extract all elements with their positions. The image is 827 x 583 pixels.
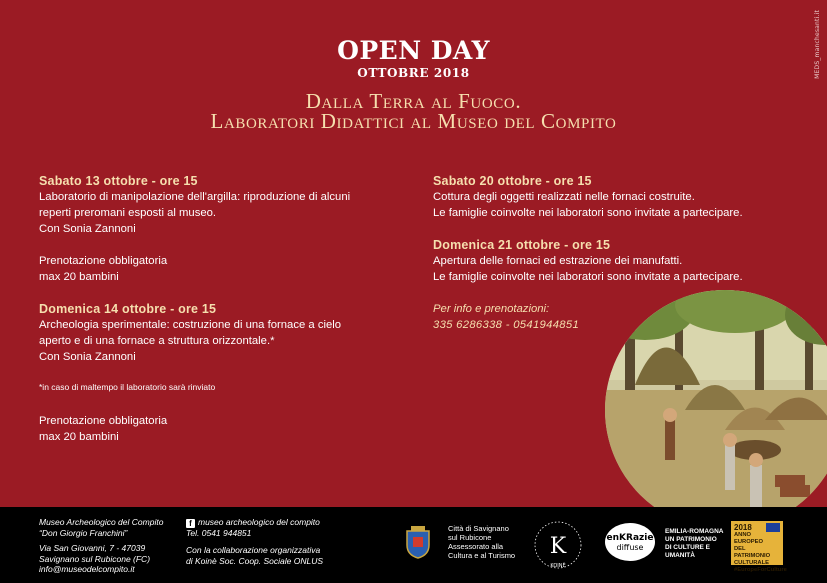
- eu-flag-icon: [766, 523, 780, 532]
- event-desc: Le famiglie coinvolte nei laboratori sono invitate a partecipare.: [433, 207, 743, 219]
- booking-info: [39, 413, 409, 445]
- weather-note: *in caso di maltempo il laboratorio sarà rinviato: [39, 382, 216, 392]
- headline-line-2: Laboratori Didattici al Museo del Compito: [210, 109, 617, 133]
- museum-name-line: “Don Giorgio Franchini”: [39, 527, 128, 538]
- event-block: [39, 173, 409, 237]
- eu-line: DEL PATRIMONIO: [734, 546, 771, 559]
- city-line: Assessorato alla: [448, 542, 504, 551]
- collab-line: Con la collaborazione organizzativa: [186, 545, 321, 555]
- eu-line: ANNO EUROPEO: [734, 532, 763, 545]
- info-label: Per info e prenotazioni:: [433, 303, 550, 315]
- booking-capacity: max 20 bambini: [39, 271, 119, 283]
- booking-info: [39, 253, 409, 285]
- event-block: [433, 173, 803, 221]
- event-host: Con Sonia Zannoni: [39, 223, 136, 235]
- event-title: Domenica 14 ottobre - ore 15: [39, 302, 217, 316]
- eu-year: 2018: [734, 523, 752, 532]
- city-assessorato: [448, 524, 522, 560]
- booking-required: Prenotazione obbligatoria: [39, 255, 168, 267]
- museum-name-line: Museo Archeologico del Compito: [39, 517, 164, 527]
- facebook-link[interactable]: museo archeologico del compito: [198, 517, 320, 527]
- footer: [0, 507, 827, 583]
- eu-line: CULTURALE: [734, 560, 769, 566]
- koine-label: KOINÈ: [550, 563, 566, 569]
- event-title: Domenica 21 ottobre - ore 15: [433, 238, 611, 252]
- social-contact: [186, 517, 336, 539]
- event-host: Con Sonia Zannoni: [39, 351, 136, 363]
- booking-required: Prenotazione obbligatoria: [39, 415, 168, 427]
- email-link[interactable]: info@museodelcompito.it: [39, 564, 135, 574]
- enkrazie-label: enKRazie: [606, 533, 654, 543]
- event-desc: Laboratorio di manipolazione dell'argilla: riproduzione di alcuni: [39, 191, 351, 203]
- collaboration-note: [186, 545, 336, 566]
- svg-text:K: K: [549, 534, 567, 559]
- museum-address: [39, 543, 179, 575]
- phone-number: Tel. 0541 944851: [186, 528, 252, 538]
- info-phone[interactable]: 335 6286338 - 0541944851: [433, 319, 580, 331]
- event-desc: Le famiglie coinvolte nei laboratori sono invitate a partecipare.: [433, 271, 743, 283]
- city-crest-icon: [405, 525, 431, 559]
- address-line: Via San Giovanni, 7 - 47039: [39, 543, 146, 553]
- emilia-line: UN PATRIMONIO: [665, 536, 717, 543]
- event-block: [433, 237, 803, 285]
- address-line: Savignano sul Rubicone (FC): [39, 553, 151, 564]
- booking-capacity: max 20 bambini: [39, 431, 119, 443]
- event-desc: Cottura degli oggetti realizzati nelle fornaci costruite.: [433, 191, 695, 203]
- headline-line-1: Dalla Terra al Fuoco.: [305, 89, 522, 113]
- eu-hashtag: #EuropeForCulture: [734, 567, 787, 573]
- event-title: Sabato 13 ottobre - ore 15: [39, 174, 198, 188]
- event-desc: reperti preromani esposti al museo.: [39, 207, 217, 219]
- koine-logo: [528, 519, 588, 571]
- credit-text: MEDS_manchesanti.it: [814, 10, 821, 79]
- eu-heritage-badge: [731, 521, 787, 573]
- city-line: sul Rubicone: [448, 533, 492, 542]
- city-line: Cultura e al Turismo: [448, 551, 516, 560]
- city-line: Città di Savignano: [448, 524, 509, 533]
- left-column: [39, 173, 409, 461]
- page-title: OPEN DAY: [337, 36, 490, 65]
- museum-name: [39, 517, 179, 538]
- emilia-romagna-text: [665, 528, 725, 560]
- facebook-icon: f: [186, 519, 195, 528]
- emilia-line: DI CULTURE E UMANITÀ: [665, 544, 711, 559]
- emilia-line: EMILIA-ROMAGNA: [665, 528, 724, 535]
- event-desc: Apertura delle fornaci ed estrazione dei manufatti.: [433, 255, 683, 267]
- enkrazie-logo: [604, 522, 656, 562]
- event-desc: aperto e di una fornace a struttura orizzontale.*: [39, 335, 275, 347]
- event-desc: Archeologia sperimentale: costruzione di una fornace a cielo: [39, 319, 342, 331]
- event-title: Sabato 20 ottobre - ore 15: [433, 174, 592, 188]
- collab-line: di Koinè Soc. Coop. Sociale ONLUS: [186, 555, 324, 566]
- event-date: OTTOBRE 2018: [357, 66, 470, 80]
- enkrazie-label-2: diffuse: [616, 543, 644, 552]
- event-block: [39, 301, 409, 365]
